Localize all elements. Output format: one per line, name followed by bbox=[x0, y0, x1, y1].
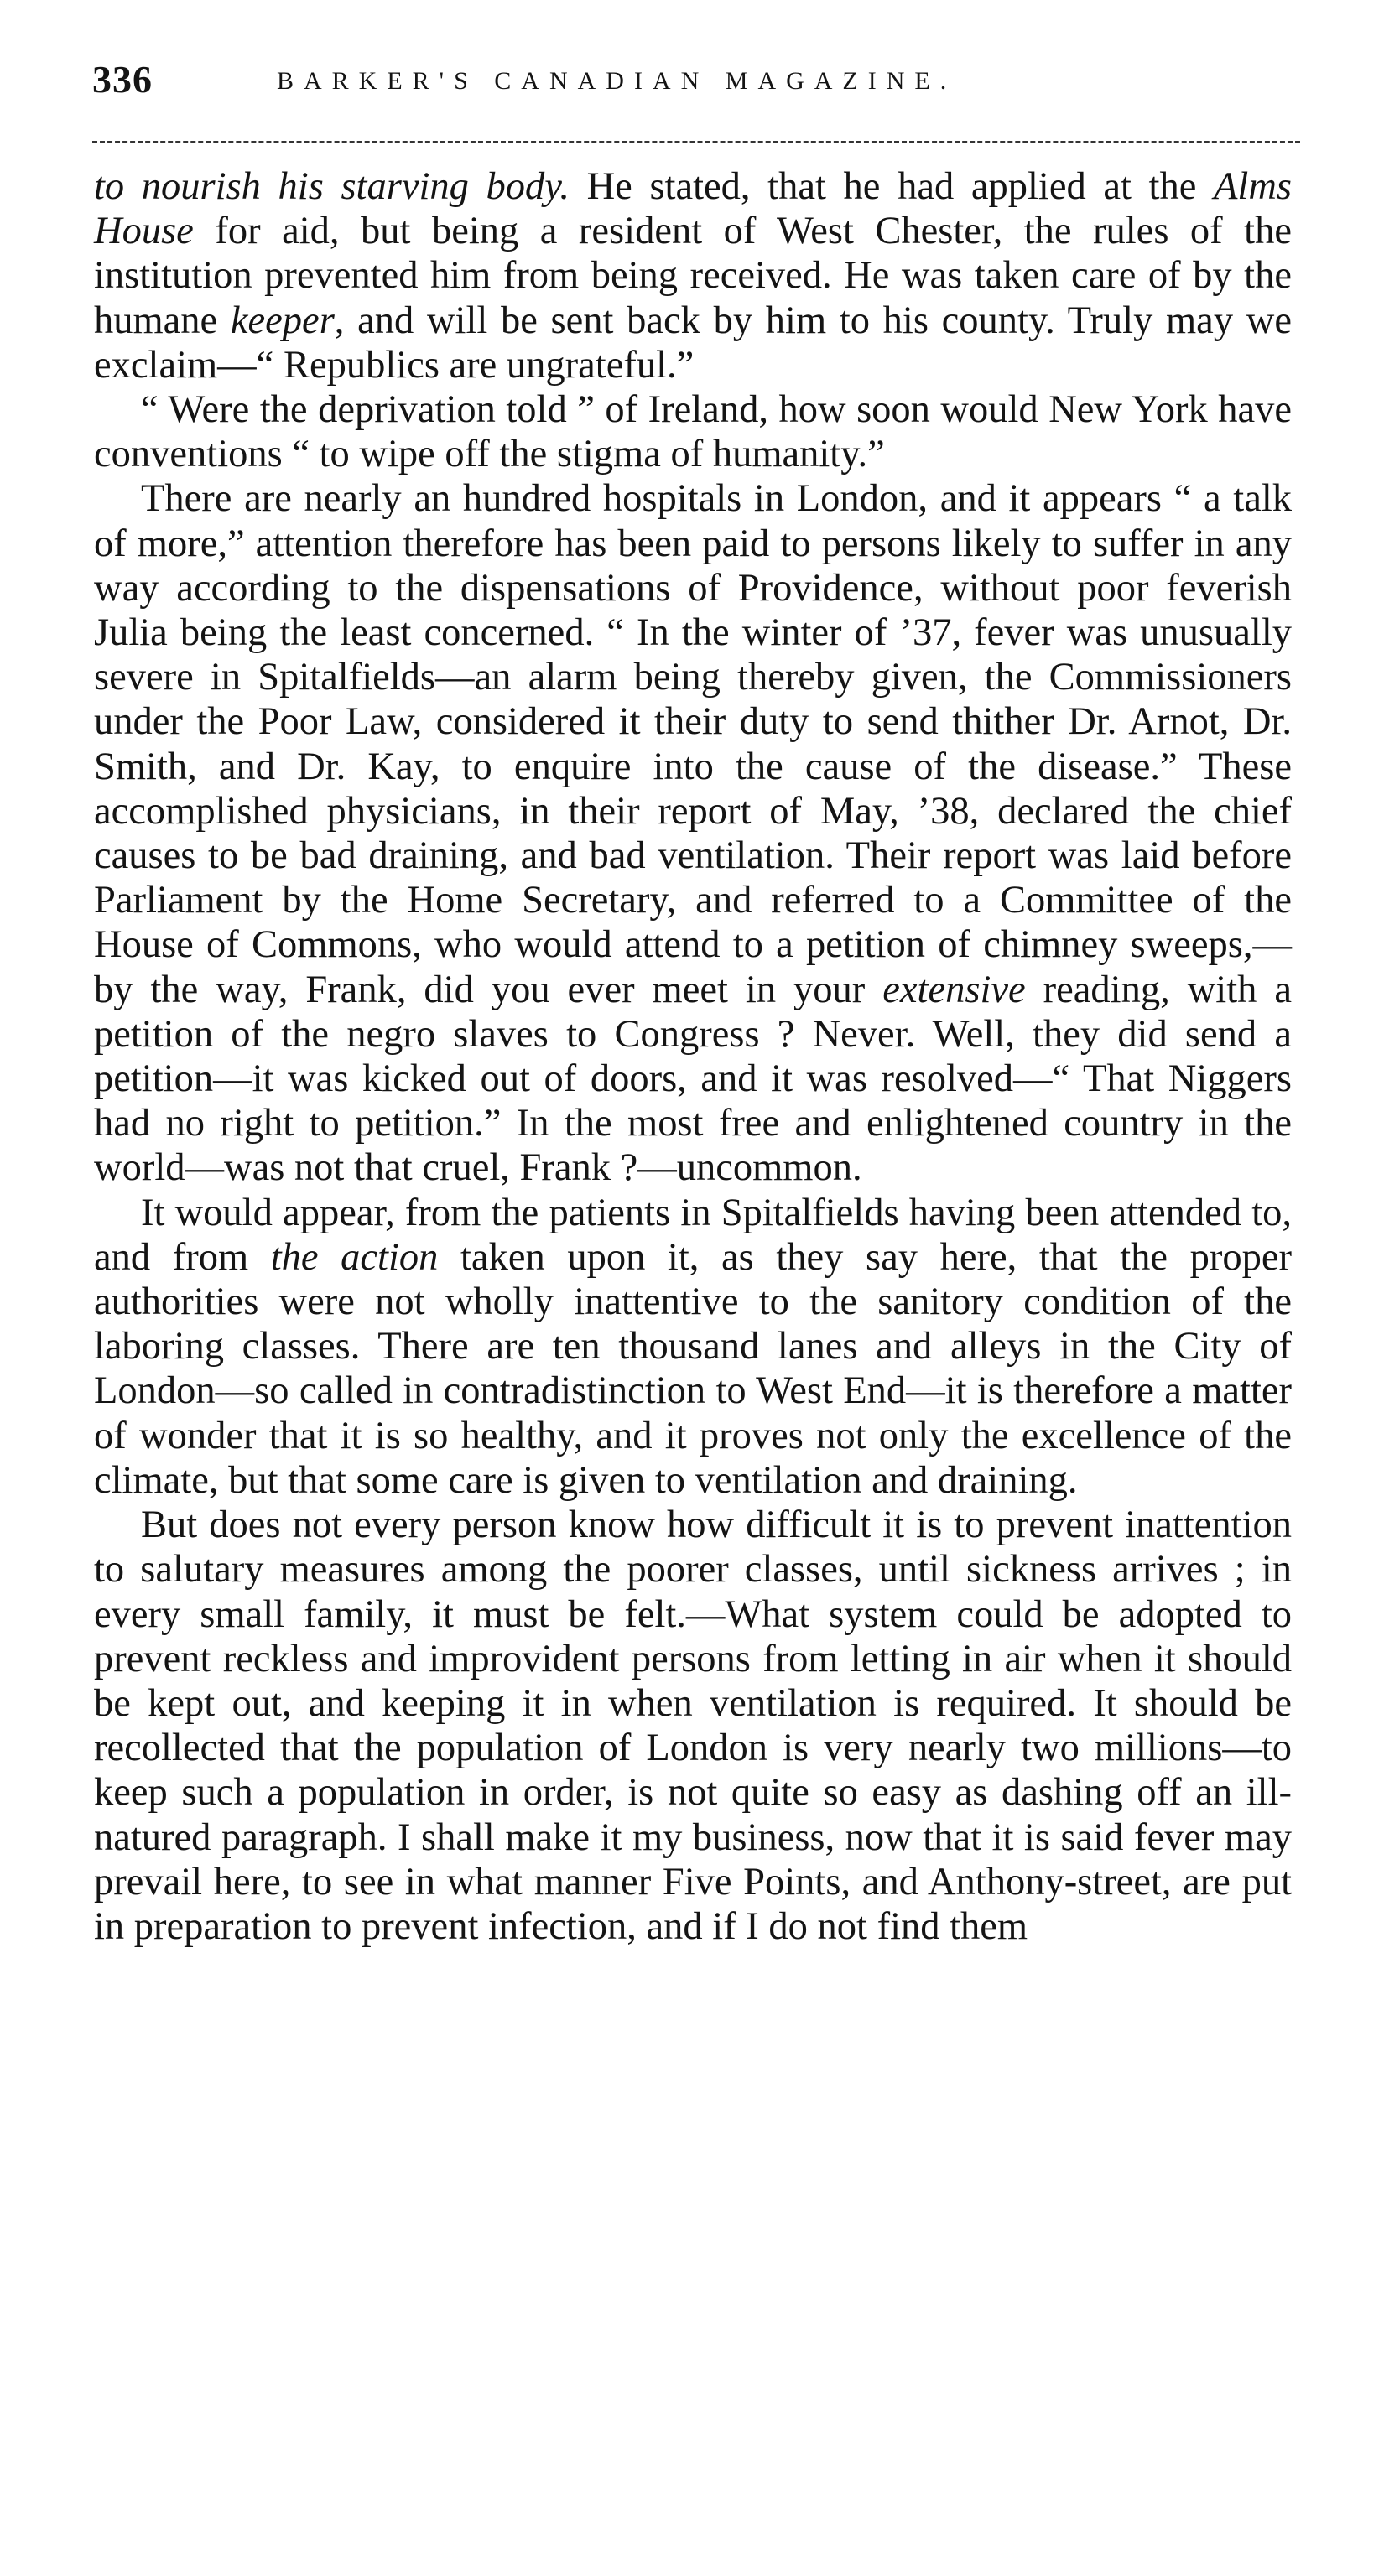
text-run: But does not every person know how difficult it is to prevent inattention to salutary measures among the poorer classes, until sickness arrives ; in every small family, it must be felt.—What system could be adopted to prevent reckless and improvident persons from letting in air when it should be kept out, and keeping it in when ventilation is required. It should be recollected that the population of London is very nearly two millions—to keep such a population in order, is not quite so easy as dashing off an ill-natured paragraph. I shall make it my business, now that it is said fever may prevail here, to see in what manner Five Points, and Anthony-street, are put in preparation to prevent infection, and if I do not find them bbox=[94, 1504, 1292, 1948]
paragraph bbox=[94, 387, 1292, 476]
body-text bbox=[94, 164, 1292, 1949]
paragraph bbox=[94, 476, 1292, 1190]
text-run: He stated, that he had applied at the bbox=[569, 165, 1214, 208]
text-run: taken upon it, as they say here, that the proper authorities were not wholly inattentive to the sanitory condition of the laboring classes. There are ten thousand lanes and alleys in the City of London—so called in contradistinction to West End—it is therefore a matter of wonder that it is so healthy, and it proves not only the excellence of the climate, but that some care is given to ventilation and draining. bbox=[94, 1235, 1292, 1502]
page-number: 336 bbox=[92, 58, 153, 101]
italic-text: extensive bbox=[882, 968, 1026, 1011]
paragraph bbox=[94, 164, 1292, 387]
paragraph bbox=[94, 1503, 1292, 1949]
header-rule bbox=[92, 141, 1300, 143]
text-run: “ Were the deprivation told ” of Ireland, how soon would New York have conventions “ to wipe off the stigma of humanity.” bbox=[94, 388, 1292, 476]
text-run: for aid, but being a resident of West Chester, the rules of the institution prevented him from being received. He was taken care of by the humane bbox=[94, 210, 1292, 342]
running-title: BARKER'S CANADIAN MAGAZINE. bbox=[277, 67, 957, 95]
italic-text: keeper bbox=[230, 299, 335, 342]
text-run: There are nearly an hundred hospitals in London, and it appears “ a talk of more,” attention therefore has been paid to persons likely to suffer in any way according to the dispensations of Providence, without poor feverish Julia being the least concerned. “ In the winter of ’37, fever was unusually severe in Spitalfields—an alarm being thereby given, the Commissioners under the Poor Law, considered it their duty to send thither Dr. Arnot, Dr. Smith, and Dr. Kay, to enquire into the cause of the disease.” These accomplished physicians, in their report of May, ’38, declared the chief causes to be bad draining, and bad ventilation. Their report was laid before Parliament by the Home Secretary, and referred to a Committee of the House of Commons, who would attend to a petition of chimney sweeps,—by the way, Frank, did you ever meet in your bbox=[94, 477, 1292, 1011]
italic-text: to nourish his starving body. bbox=[94, 165, 570, 208]
text-run: reading, with a petition of the negro slaves to Congress ? Never. Well, they did send a petition—it was kicked out of doors, and it was resolved—“ That Niggers had no right to petition.” In the most free and enlightened country in the world—was not that cruel, Frank ?—uncommon. bbox=[94, 968, 1292, 1190]
text-run: , and will be sent back by him to his county. Truly may we exclaim—“ Republics are ungrateful.” bbox=[94, 299, 1292, 387]
page-header bbox=[92, 50, 1300, 117]
text-run: It would appear, from the patients in Spitalfields having been attended to, and from bbox=[94, 1191, 1292, 1279]
paragraph bbox=[94, 1191, 1292, 1503]
italic-text: the action bbox=[270, 1235, 439, 1279]
italic-text: Alms House bbox=[94, 165, 1292, 253]
